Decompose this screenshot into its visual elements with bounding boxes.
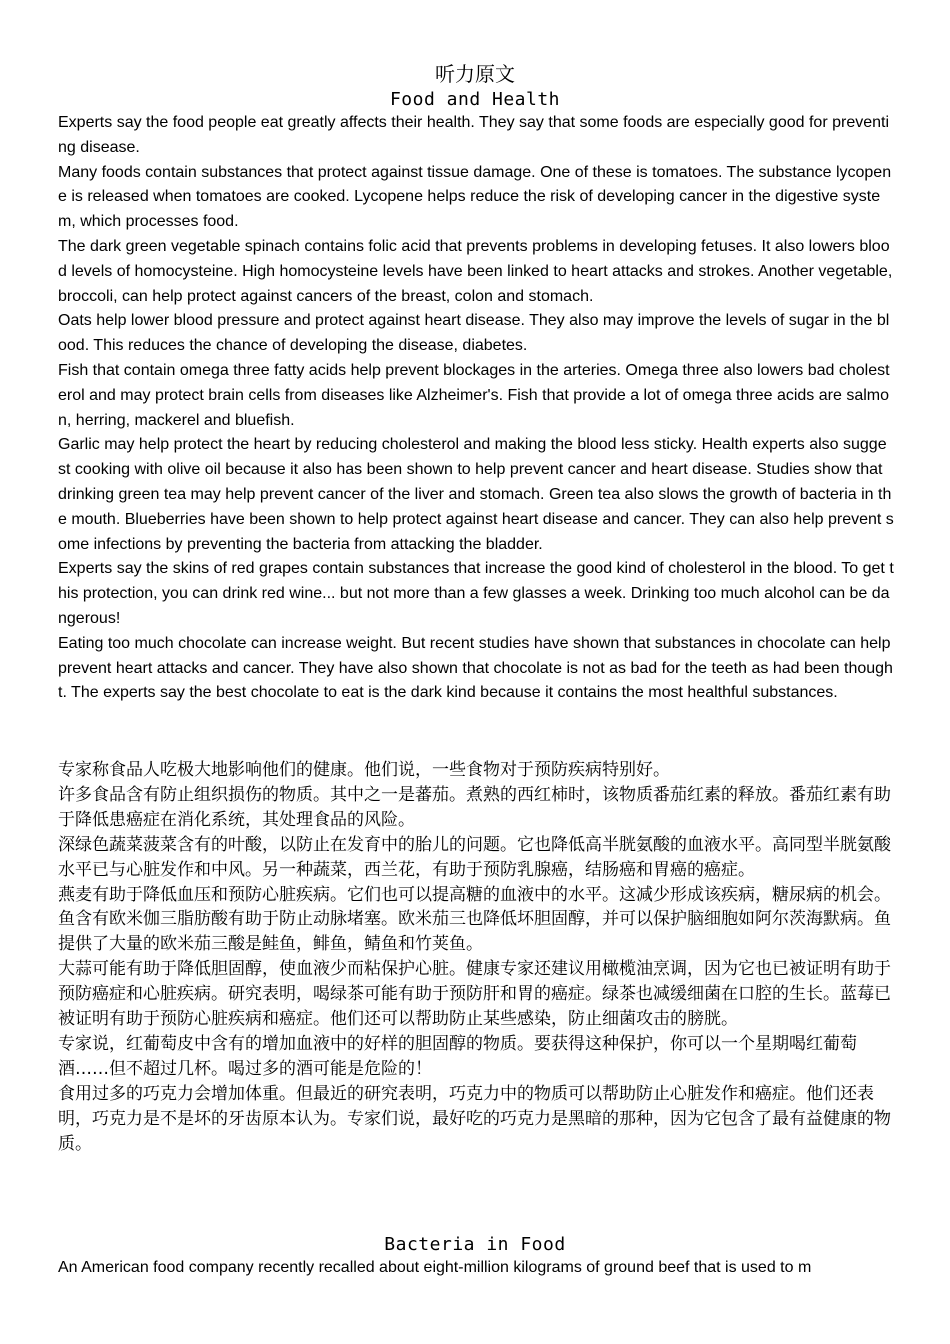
paragraph: 专家说，红葡萄皮中含有的增加血液中的好样的胆固醇的物质。要获得这种保护，你可以一个星期喝红葡萄酒……但不超过几杯。喝过多的酒可能是危险的！ (58, 1033, 857, 1079)
paragraph: The dark green vegetable spinach contains folic acid that prevents problems in developing fetuses. It also lowers blood levels of homocysteine. High homocysteine levels have been linked to heart attacks and strokes. Another vegetable, broccoli, can help protect against cancers of the breast, colon and stomach. (58, 237, 893, 305)
section-heading-food-and-health: Food and Health (389, 89, 561, 110)
paragraph: Garlic may help protect the heart by reducing cholesterol and making the blood less sticky. Health experts also suggest cooking with olive oil because it also has been shown to help prevent cancer and heart disease. Studies show that drinking green tea may help prevent cancer of the liver and stomach. Green tea also slows the growth of bacteria in the mouth. Blueberries have been shown to help protect against heart disease and cancer. They can also help prevent some infections by preventing the bacteria from attacking the bladder. (58, 436, 894, 553)
section-heading-bacteria-in-food: Bacteria in Food (384, 1234, 566, 1255)
page-title: 听力原文 (435, 62, 515, 86)
paragraph: 大蒜可能有助于降低胆固醇，使血液少而粘保护心脏。健康专家还建议用橄榄油烹调，因为它也已被证明有助于预防癌症和心脏疾病。研究表明，喝绿茶可能有助于预防肝和胃的癌症。绿茶也减缓细菌在口腔的生长。蓝莓已被证明有助于预防心脏疾病和癌症。他们还可以帮助防止某些感染，防止细菌攻击的膀胱。 (58, 959, 891, 1030)
paragraph: An American food company recently recalled about eight-million kilograms of ground beef that is used to m (58, 1259, 812, 1276)
paragraph: 许多食品含有防止组织损伤的物质。其中之一是蕃茄。煮熟的西红柿时，该物质番茄红素的释放。番茄红素有助于降低患癌症在消化系统，其处理食品的风险。 (58, 784, 891, 830)
paragraph: Fish that contain omega three fatty acids help prevent blockages in the arteries. Omega three also lowers bad cholesterol and may protect brain cells from diseases like Alzheimer's. Fish that provide a lot of omega three acids are salmon, herring, mackerel and bluefish. (58, 361, 890, 429)
english-transcript (58, 111, 894, 706)
paragraph: 燕麦有助于降低血压和预防心脏疾病。它们也可以提高糖的血液中的水平。这减少形成该疾病，糖尿病的机会。 (58, 884, 891, 905)
paragraph: 专家称食品人吃极大地影响他们的健康。他们说，一些食物对于预防疾病特别好。 (58, 760, 670, 780)
paragraph: Oats help lower blood pressure and protect against heart disease. They also may improve the levels of sugar in the blood. This reduces the chance of developing the disease, diabetes. (58, 312, 890, 355)
chinese-translation (58, 758, 894, 1157)
paragraph: Many foods contain substances that protect against tissue damage. One of these is tomatoes. The substance lycopene is released when tomatoes are cooked. Lycopene helps reduce the risk of developing cancer in the digestive system, which processes food. (58, 163, 892, 231)
paragraph: Eating too much chocolate can increase weight. But recent studies have shown that substances in chocolate can help prevent heart attacks and cancer. They have also shown that chocolate is not as bad for the teeth as had been thought. The experts say the best chocolate to eat is the dark kind because it contains the most healthful substances. (58, 634, 893, 702)
paragraph: 深绿色蔬菜菠菜含有的叶酸，以防止在发育中的胎儿的问题。它也降低高半胱氨酸的血液水平。高同型半胱氨酸水平已与心脏发作和中风。另一种蔬菜，西兰花，有助于预防乳腺癌，结肠癌和胃癌的癌症。 (58, 834, 891, 880)
paragraph: Experts say the skins of red grapes contain substances that increase the good kind of cholesterol in the blood. To get this protection, you can drink red wine... but not more than a few glasses a week. Drinking too much alcohol can be dangerous! (58, 560, 894, 627)
paragraph: 鱼含有欧米伽三脂肪酸有助于防止动脉堵塞。欧米茄三也降低坏胆固醇，并可以保护脑细胞如阿尔茨海默病。鱼提供了大量的欧米茄三酸是鲑鱼，鲱鱼，鲭鱼和竹荚鱼。 (58, 909, 891, 955)
paragraph: Experts say the food people eat greatly affects their health. They say that some foods are especially good for preventing disease. (58, 114, 890, 156)
paragraph: 食用过多的巧克力会增加体重。但最近的研究表明，巧克力中的物质可以帮助防止心脏发作和癌症。他们还表明，巧克力是不是坏的牙齿原本认为。专家们说，最好吃的巧克力是黑暗的那种，因为它包含了最有益健康的物质。 (58, 1083, 891, 1154)
